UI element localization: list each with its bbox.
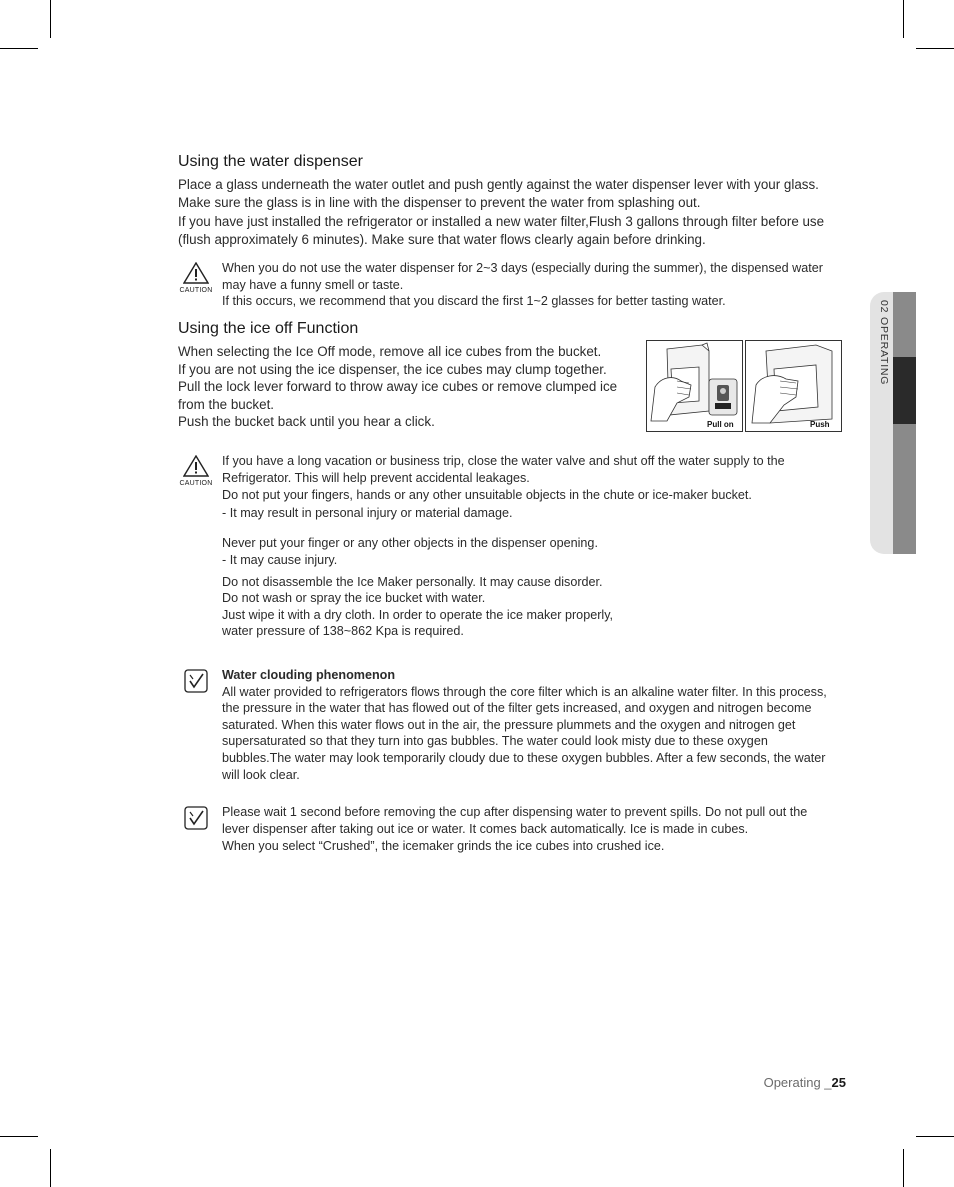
ice-line-3: Pull the lock lever forward to throw away ice cubes or remove clumped ice from the bucket. <box>178 379 618 412</box>
water-caution-line-1: When you do not use the water dispenser for 2~3 days (especially during the summer), the dispensed water may have a funny smell or taste. <box>222 261 823 292</box>
ice-caution-line-4: Never put your finger or any other objects in the dispenser opening. <box>222 536 598 551</box>
caution-icon-1 <box>176 262 216 294</box>
caution-triangle-icon <box>183 262 209 284</box>
crop-mark <box>916 48 954 49</box>
water-dispenser-heading: Using the water dispenser <box>178 153 363 170</box>
water-clouding-note <box>222 667 837 783</box>
caution-label: CAUTION <box>179 287 213 294</box>
caution-label: CAUTION <box>179 480 213 487</box>
water-paragraph-2: If you have just installed the refrigerator or installed a new water filter,Flush 3 gallons through filter before use (flush approximately 6 minutes). Make sure that water flows clearly again before drinking. <box>178 214 825 247</box>
page-number: 25 <box>831 1075 846 1090</box>
crop-mark <box>903 0 904 38</box>
ice-off-heading: Using the ice off Function <box>178 320 359 337</box>
caution-icon-2 <box>176 455 216 487</box>
dispenser-note <box>222 804 837 855</box>
ice-caution-line-7: Do not wash or spray the ice bucket with water. <box>222 591 486 606</box>
note-check-icon <box>184 669 208 693</box>
ice-bucket-push-illustration <box>746 341 841 431</box>
side-tab-label: 02 OPERATING <box>878 300 890 386</box>
figure-label-push: Push <box>810 420 830 429</box>
ice-bucket-pull-illustration <box>647 341 742 431</box>
caution-triangle-icon <box>183 455 209 477</box>
figure-pull-on <box>646 340 743 432</box>
ice-caution-line-1: If you have a long vacation or business trip, close the water valve and shut off the water supply to the Refrigerator. This will help prevent accidental leakages. <box>222 454 785 485</box>
water-dispenser-body <box>178 176 842 248</box>
note-icon-2 <box>184 806 208 830</box>
water-caution-text <box>222 260 832 310</box>
ice-line-1: When selecting the Ice Off mode, remove all ice cubes from the bucket. <box>178 344 602 359</box>
ice-off-body <box>178 343 628 431</box>
crop-mark <box>50 0 51 38</box>
ice-caution-line-6: Do not disassemble the Ice Maker personally. It may cause disorder. <box>222 574 603 589</box>
page-footer <box>764 1075 846 1090</box>
ice-caution-line-5: - It may cause injury. <box>222 552 338 567</box>
crop-mark <box>0 1136 38 1137</box>
footer-section: Operating _ <box>763 1075 832 1090</box>
ice-caution-text <box>222 453 830 640</box>
water-clouding-title: Water clouding phenomenon <box>222 668 396 682</box>
crop-mark <box>0 48 38 49</box>
crop-mark <box>50 1149 51 1187</box>
ice-line-2: If you are not using the ice dispenser, the ice cubes may clump together. <box>178 361 607 377</box>
ice-caution-line-8: Just wipe it with a dry cloth. In order to operate the ice maker properly, <box>222 607 614 622</box>
dispenser-note-line-2: When you select “Crushed”, the icemaker grinds the ice cubes into crushed ice. <box>222 839 665 854</box>
water-clouding-body: All water provided to refrigerators flows through the core filter which is an alkaline water filter. In this process, the pressure in the water that has flowed out of the filter gets increased, and oxygen and nitrogen become saturated. When this water flows out in the air, the pressure plummets and the oxygen and nitrogen get supersaturated so that they turn into gas bubbles. The water could look misty due to these oxygen bubbles.The water may look temporarily cloudy due to these oxygen bubbles. After a few seconds, the water will look clear. <box>222 684 827 782</box>
dispenser-note-line-1: Please wait 1 second before removing the cup after dispensing water to prevent spills. Do not pull out the lever dispenser after taking out ice or water. It comes back automatically. Ice is made in cubes. <box>222 805 808 836</box>
ice-caution-line-9: water pressure of 138~862 Kpa is required. <box>222 624 464 639</box>
figure-label-pull-on: Pull on <box>707 420 734 429</box>
note-icon-1 <box>184 669 208 693</box>
water-caution-line-2: If this occurs, we recommend that you discard the first 1~2 glasses for better tasting water. <box>222 294 726 309</box>
water-paragraph-1: Place a glass underneath the water outlet and push gently against the water dispenser lever with your glass. Make sure the glass is in line with the dispenser to prevent the water from splashing out. <box>178 177 819 210</box>
ice-caution-line-2: Do not put your fingers, hands or any other unsuitable objects in the chute or ice-maker bucket. <box>222 488 752 503</box>
figure-push <box>745 340 842 432</box>
note-check-icon <box>184 806 208 830</box>
crop-mark <box>916 1136 954 1137</box>
ice-caution-line-3: - It may result in personal injury or material damage. <box>222 505 513 520</box>
ice-line-4: Push the bucket back until you hear a click. <box>178 414 435 429</box>
crop-mark <box>903 1149 904 1187</box>
side-tab-active-marker <box>893 357 916 424</box>
